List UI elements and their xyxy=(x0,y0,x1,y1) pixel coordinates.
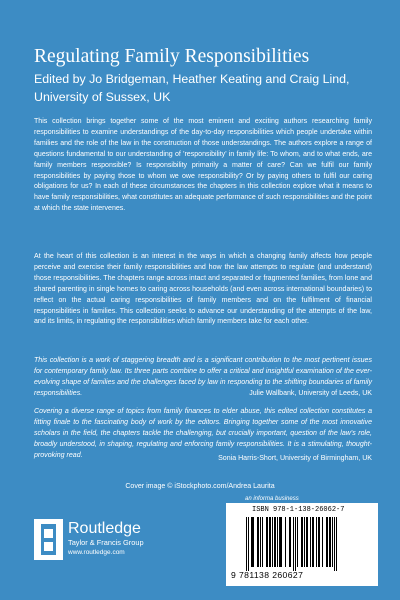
publisher-url: www.routledge.com xyxy=(68,549,125,556)
informa-tagline: an informa business xyxy=(245,496,299,502)
editors xyxy=(34,70,384,106)
isbn-text: ISBN 978-1-138-26062-7 xyxy=(252,506,345,514)
publisher-group: Taylor & Francis Group xyxy=(68,538,144,547)
review-quote: Covering a diverse range of topics from family finances to elder abuse, this edited collection constitutes a fitting finale to the fascinating body of work by the editors. Bringing together some of the most innovative scholars in the field, the chapters tackle the challenging, but crucially important, question of the law's role, broadly understood, in shaping, regulating and enforcing family responsibilities. It is a stimulating, thought-provoking read. xyxy=(34,408,372,459)
publisher-name: Routledge xyxy=(68,520,141,537)
routledge-tower-icon xyxy=(34,519,63,560)
editors-line: Edited by Jo Bridgeman, Heather Keating and Craig Lind, xyxy=(34,72,350,86)
editors-affiliation: University of Sussex, UK xyxy=(34,90,171,104)
cover-image-credit: Cover image © iStockphoto.com/Andrea Laurita xyxy=(125,483,275,490)
review-quote: This collection is a work of staggering breadth and is a significant contribution to the most pertinent issues for contemporary family law. Its three parts combine to offer a critical and insightful examination of the ever-evolving shape of families and the challenges faced by law in responding to the shifting boundaries of family responsibilities. xyxy=(34,357,372,397)
book-title: Regulating Family Responsibilities xyxy=(34,46,310,67)
publisher-logo xyxy=(68,520,144,557)
barcode-panel xyxy=(226,503,378,586)
barcode-digits: 9 781138 260627 xyxy=(231,570,304,580)
review-attribution: Sonia Harris-Short, University of Birmingham, UK xyxy=(218,455,372,462)
barcode-bars xyxy=(246,517,364,571)
review-attribution: Julie Wallbank, University of Leeds, UK xyxy=(249,390,372,397)
description-paragraph: This collection brings together some of the most eminent and exciting authors researching family responsibilities to examine understandings of the day-to-day responsibilities which people undertake within families and the role of the law in the construction of those understandings. The authors explore a range of questions fundamental to our understanding of 'responsibility' in family life: To whom, and to what ends, are family members responsible? Is responsibility primarily a matter of care? Can we fulfil our family responsibilities by paying those to whom we owe responsibility? Or by paying others to fulfil our caring obligations for us? In each of these circumstances the chapters in this collection explore what it means to have family responsibilities, what constitutes an adequate performance of such responsibilities and the point at which the state intervenes. xyxy=(34,118,372,213)
description-paragraph: At the heart of this collection is an interest in the ways in which a changing family affects how people perceive and exercise their family responsibilities and how the law attempts to regulate (and understand) those responsibilities. The chapters range across intact and separated or fragmented families, from lone and shared parenting in single homes to caring across households (and even across international boundaries) to reflect on the actual caring responsibilities of family members and on the fulfilment of financial responsibilities in families. This collection seeks to advance our understanding of the attempts of the law, and its limits, in regulating the responsibilities which family members take for each other. xyxy=(34,253,372,326)
